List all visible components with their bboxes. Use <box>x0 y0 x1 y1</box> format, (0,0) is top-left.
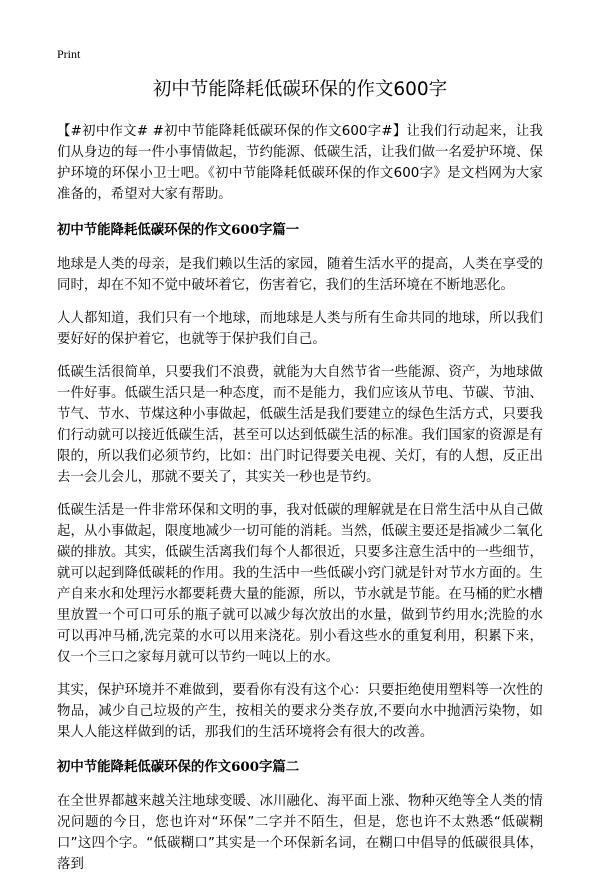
intro-paragraph: 【#初中作文# #初中节能降耗低碳环保的作文600字#】让我们行动起来，让我们从身边的每一件小事情做起，节约能源、低碳生活，让我们做一名爱护环境、保护环境的环保小卫士吧。《初中节能降耗低碳环保的作文600字》是文档网为大家准备的，希望对大家有帮助。 <box>57 124 543 202</box>
paragraph: 人人都知道，我们只有一个地球，而地球是人类与所有生命共同的地球，所以我们要好好的保护着它，也就等于保护我们自己。 <box>57 311 543 347</box>
paragraph: 地球是人类的母亲，是我们赖以生活的家园，随着生活水平的提高，人类在享受的同时，却在不知不觉中破坏着它，伤害着它，我们的生活环境在不断地恶化。 <box>57 257 543 293</box>
paragraph: 在全世界都越来越关注地球变暖、冰川融化、海平面上涨、物种灭绝等全人类的情况问题的今日，您也许对“环保”二字并不陌生，但是，您也许不太熟悉“低碳糊口”这四个字。“低碳糊口”其实是一个环保新名词，在糊口中倡导的低碳很具体，落到 <box>57 794 543 872</box>
page-title: 初中节能降耗低碳环保的作文600字 <box>152 79 448 100</box>
print-label: Print <box>57 47 81 61</box>
paragraph: 低碳生活很简单，只要我们不浪费，就能为大自然节省一些能源、资产，为地球做一件好事。低碳生活只是一种态度，而不是能力，我们应该从节电、节碳、节油、节气、节水、节煤这种小事做起，低碳生活是我们要建立的绿色生活方式，只要我们行动就可以接近低碳生活，甚至可以达到低碳生活的标准。我们国家的资源是有限的，所以我们必须节约，比如：出门时记得要关电视、关灯，有的人想，反正出去一会儿会儿，那就不要关了，其实关一秒也是节约。 <box>57 365 543 485</box>
section-heading-2: 初中节能降耗低碳环保的作文600字篇二 <box>57 759 300 775</box>
section-heading-1: 初中节能降耗低碳环保的作文600字篇一 <box>57 222 300 238</box>
paragraph: 低碳生活是一件非常环保和文明的事，我对低碳的理解就是在日常生活中从自己做起，从小事做起，限度地减少一切可能的消耗。当然，低碳主要还是指减少二氧化碳的排放。其实，低碳生活离我们每个人都很近，只要多注意生活中的一些细节，就可以起到降低碳耗的作用。我的生活中一些低碳小窍门就是针对节水方面的。生产自来水和处理污水都要耗费大量的能源，所以，节水就是节能。在马桶的贮水槽里放置一个可口可乐的瓶子就可以减少每次放出的水量，做到节约用水;洗脸的水可以再冲马桶,洗完菜的水可以用来浇花。别小看这些水的重复利用，积累下来，仅一个三口之家每月就可以节约一吨以上的水。 <box>57 503 543 665</box>
paragraph: 其实，保护环境并不难做到，要看你有没有这个心：只要拒绝使用塑料等一次性的物品，减少自己垃圾的产生，按相关的要求分类存放,不要向水中抛洒污染物，如果人人能这样做到的话，那我们的生活环境将会有很大的改善。 <box>57 683 543 740</box>
